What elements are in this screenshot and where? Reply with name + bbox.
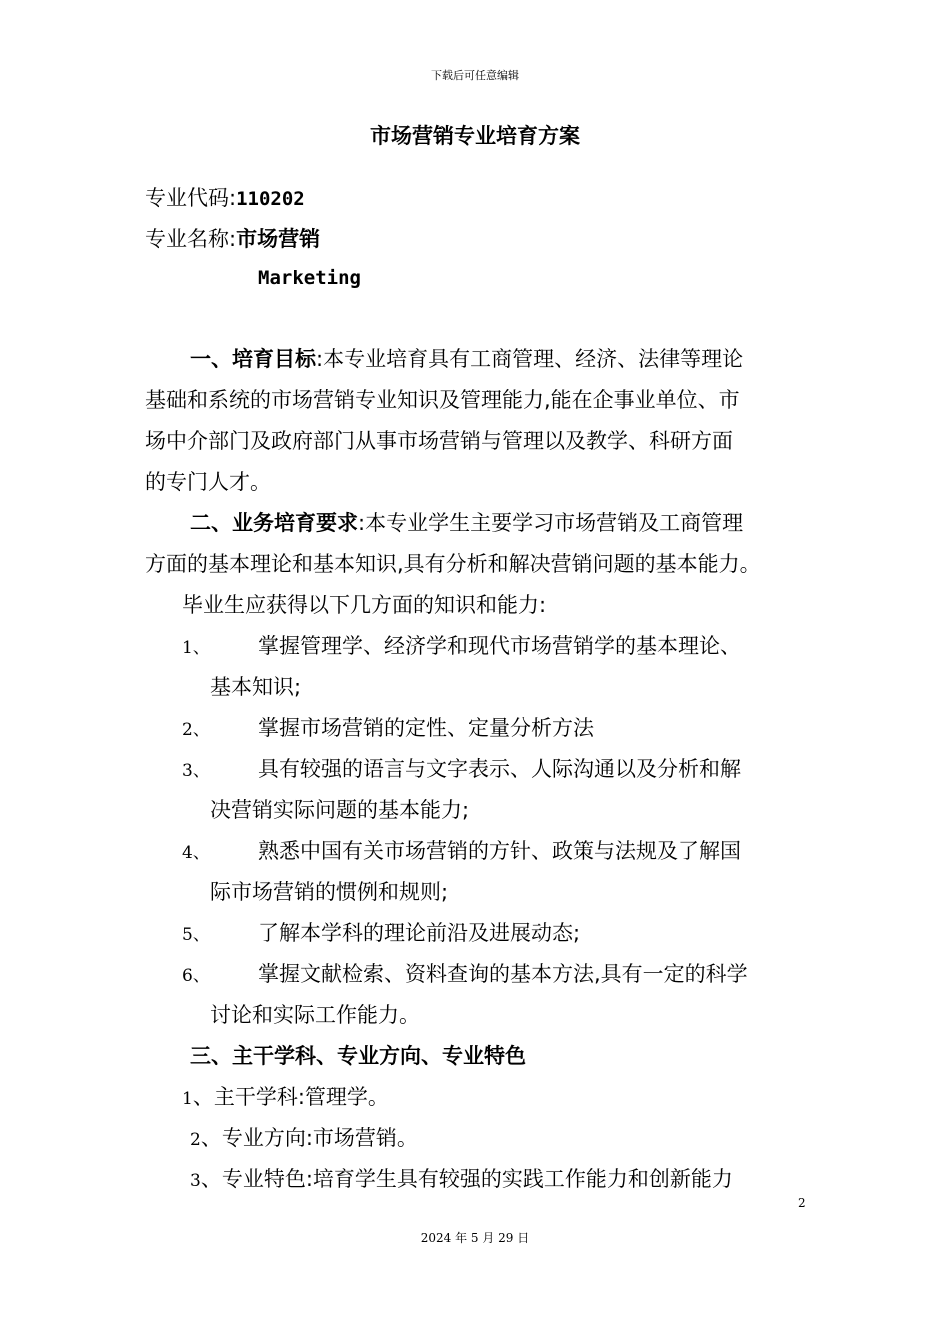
major-name-value: 市场营销 [236, 227, 321, 251]
list-item: 讨论和实际工作能力。 [210, 1003, 420, 1027]
major-name-english: Marketing [258, 267, 361, 289]
page-header: 下载后可任意编辑 [431, 69, 519, 82]
list-item: 际市场营销的惯例和规则; [210, 880, 449, 904]
list-item-number: 2、 [182, 720, 210, 740]
list-item-number: 4、 [182, 843, 210, 863]
list-item: 掌握管理学、经济学和现代市场营销学的基本理论、 [258, 634, 741, 658]
major-code-value: 110202 [236, 188, 305, 210]
document-title: 市场营销专业培育方案 [370, 124, 580, 148]
section1-first-line [190, 339, 743, 380]
section1-heading: 一、培育目标 [190, 347, 316, 371]
list-item-number: 5、 [182, 925, 210, 945]
section1-line: 场中介部门及政府部门从事市场营销与管理以及教学、科研方面 [145, 429, 733, 453]
list-item: 基本知识; [210, 675, 302, 699]
list-item-number: 3、 [182, 761, 210, 781]
major-code-label: 专业代码: [145, 186, 237, 210]
section3-item: 3、专业特色:培育学生具有较强的实践工作能力和创新能力 [190, 1167, 733, 1191]
section3-item: 1、主干学科:管理学。 [182, 1085, 389, 1109]
section2-line: 毕业生应获得以下几方面的知识和能力: [182, 593, 547, 617]
section2-first-line [190, 503, 743, 544]
section3-heading: 三、主干学科、专业方向、专业特色 [190, 1044, 526, 1068]
list-item: 具有较强的语言与文字表示、人际沟通以及分析和解 [258, 757, 741, 781]
list-item: 熟悉中国有关市场营销的方针、政策与法规及了解国 [258, 839, 741, 863]
list-item: 决营销实际问题的基本能力; [210, 798, 470, 822]
list-item: 掌握市场营销的定性、定量分析方法 [258, 716, 594, 740]
section2-line: 方面的基本理论和基本知识,具有分析和解决营销问题的基本能力。 [145, 552, 761, 576]
list-item-number: 6、 [182, 966, 210, 986]
list-item: 了解本学科的理论前沿及进展动态; [258, 921, 581, 945]
major-name-label: 专业名称: [145, 227, 237, 251]
list-item-number: 1、 [182, 638, 210, 658]
section1-line: 的专门人才。 [145, 470, 271, 494]
section2-heading: 二、业务培育要求 [190, 511, 358, 535]
section1-line: :本专业培育具有工商管理、经济、法律等理论 [316, 347, 744, 371]
page-footer-date: 2024 年 5 月 29 日 [420, 1231, 530, 1245]
section1-line: 基础和系统的市场营销专业知识及管理能力,能在企事业单位、市 [145, 388, 740, 412]
page-number: 2 [798, 1196, 806, 1210]
major-code-row [145, 178, 305, 220]
section3-item: 2、专业方向:市场营销。 [190, 1126, 418, 1150]
section2-line: :本专业学生主要学习市场营销及工商管理 [358, 511, 744, 535]
list-item: 掌握文献检索、资料查询的基本方法,具有一定的科学 [258, 962, 748, 986]
major-name-row [145, 219, 320, 260]
